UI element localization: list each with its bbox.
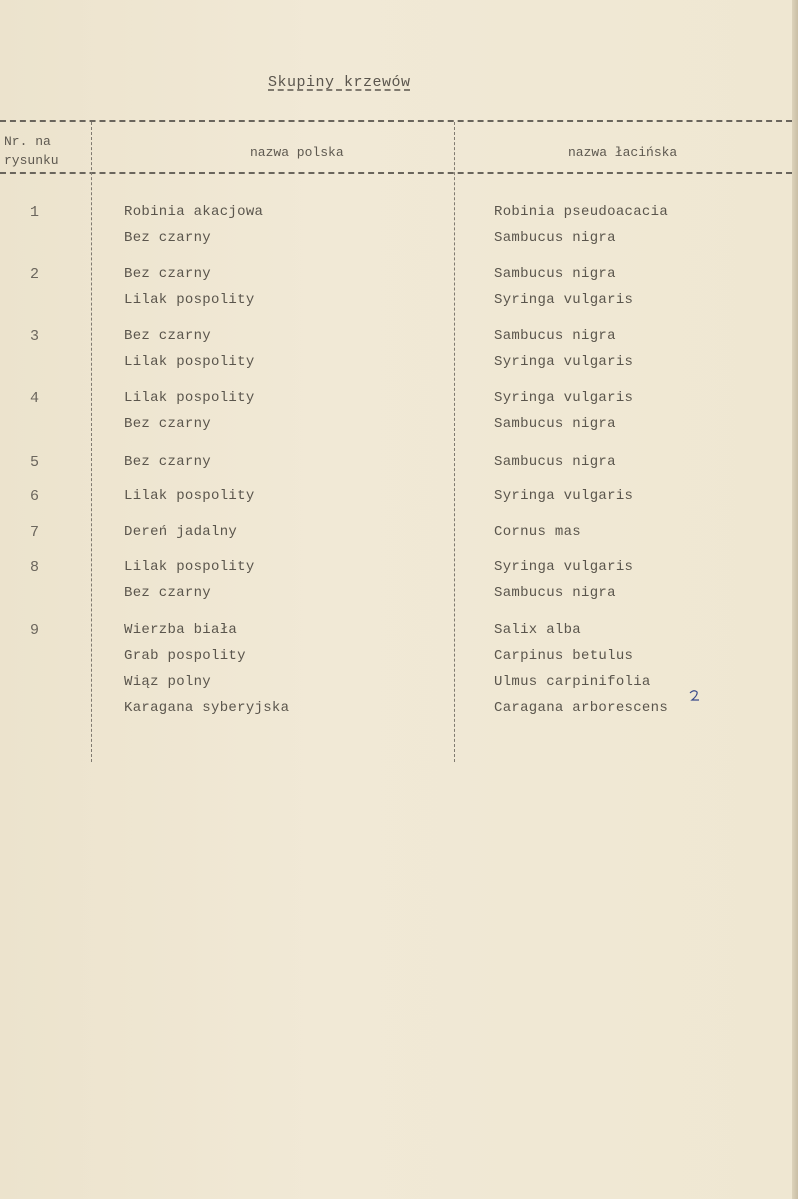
row-number: 2 — [30, 266, 40, 283]
latin-name: Sambucus nigra — [494, 266, 616, 282]
polish-name: Bez czarny — [124, 416, 212, 432]
row-number: 1 — [30, 204, 40, 221]
latin-name: Syringa vulgaris — [494, 292, 634, 308]
row-number: 4 — [30, 390, 40, 407]
header-number: Nr. na rysunku — [4, 134, 59, 168]
polish-name: Lilak pospolity — [124, 292, 255, 308]
latin-name: Sambucus nigra — [494, 230, 616, 246]
column-separator-1 — [91, 122, 92, 762]
header-latin-name: nazwa łacińska — [568, 145, 678, 160]
latin-name: Syringa vulgaris — [494, 559, 634, 575]
column-separator-2 — [454, 122, 455, 762]
polish-name: Bez czarny — [124, 328, 212, 344]
latin-name: Ulmus carpinifolia — [494, 674, 651, 690]
polish-name: Robinia akacjowa — [124, 204, 264, 220]
latin-name: Carpinus betulus — [494, 648, 634, 664]
table-top-rule — [0, 120, 792, 122]
latin-name: Sambucus nigra — [494, 454, 616, 470]
page-title: Skupiny krzewów — [268, 74, 411, 91]
polish-name: Bez czarny — [124, 266, 212, 282]
latin-name: Syringa vulgaris — [494, 488, 634, 504]
polish-name: Dereń jadalny — [124, 524, 238, 540]
latin-name: Sambucus nigra — [494, 585, 616, 601]
polish-name: Lilak pospolity — [124, 390, 255, 406]
table-header-rule — [0, 172, 792, 174]
pen-correction-mark — [688, 688, 702, 704]
polish-name: Bez czarny — [124, 585, 212, 601]
row-number: 3 — [30, 328, 40, 345]
polish-name: Karagana syberyjska — [124, 700, 290, 716]
row-number: 6 — [30, 488, 40, 505]
polish-name: Lilak pospolity — [124, 488, 255, 504]
latin-name: Sambucus nigra — [494, 416, 616, 432]
row-number: 8 — [30, 559, 40, 576]
polish-name: Grab pospolity — [124, 648, 246, 664]
row-number: 7 — [30, 524, 40, 541]
header-polish-name: nazwa polska — [250, 145, 344, 160]
paper-edge — [792, 0, 798, 1199]
row-number: 5 — [30, 454, 40, 471]
latin-name: Cornus mas — [494, 524, 582, 540]
polish-name: Wiąz polny — [124, 674, 212, 690]
polish-name: Wierzba biała — [124, 622, 238, 638]
polish-name: Bez czarny — [124, 230, 212, 246]
latin-name: Caragana arborescens — [494, 700, 669, 716]
latin-name: Sambucus nigra — [494, 328, 616, 344]
row-number: 9 — [30, 622, 40, 639]
latin-name: Syringa vulgaris — [494, 354, 634, 370]
polish-name: Lilak pospolity — [124, 559, 255, 575]
latin-name: Syringa vulgaris — [494, 390, 634, 406]
polish-name: Lilak pospolity — [124, 354, 255, 370]
latin-name: Robinia pseudoacacia — [494, 204, 669, 220]
polish-name: Bez czarny — [124, 454, 212, 470]
latin-name: Salix alba — [494, 622, 582, 638]
